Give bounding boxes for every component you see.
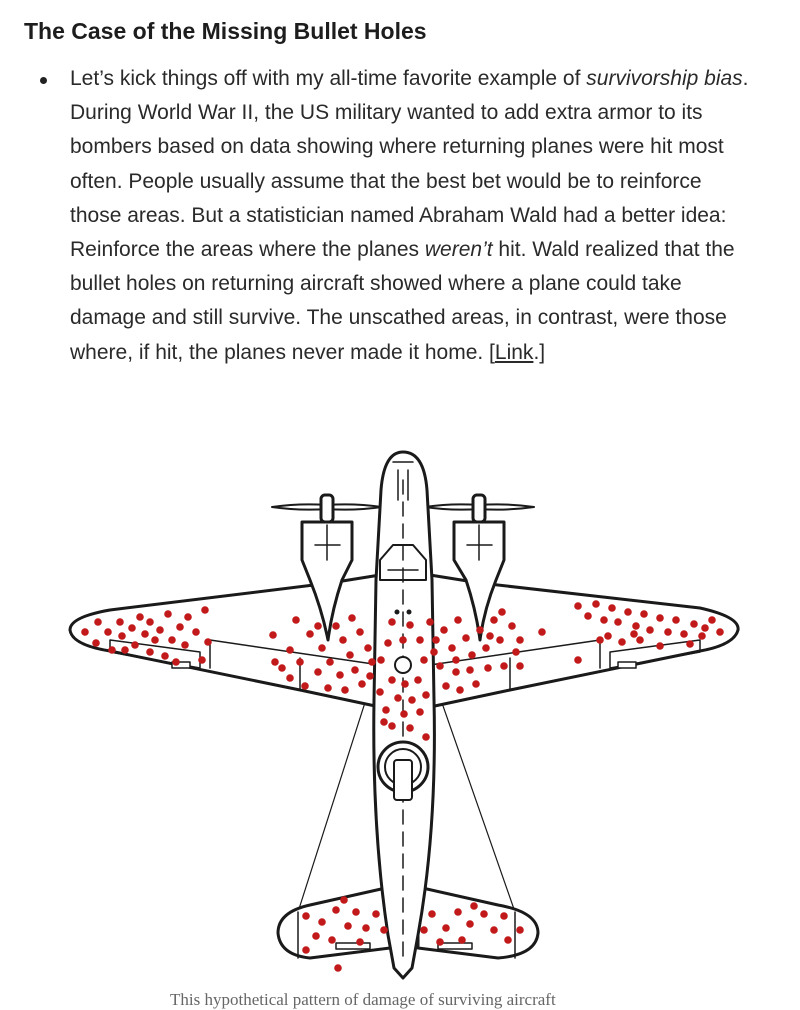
survivorship-bias-term: survivorship bias (586, 67, 743, 90)
para-text-2: . During World War II, the US military wanted to add extra armor to its bombers based on data showing where returning planes were hit most often. People usually assume that the best bet would be to reinforce those areas. But a statistician named Abraham Wald had a better idea: Reinforce the areas where the planes (70, 67, 749, 262)
figure-caption-clipped (170, 990, 640, 1009)
bomber-damage-diagram (0, 420, 800, 980)
para-text-1: Let’s kick things off with my all-time favorite example of (70, 67, 587, 90)
bullet-list (0, 62, 800, 370)
figure-caption: This hypothetical pattern of damage of surviving aircraft (170, 990, 556, 1009)
page-title: The Case of the Missing Bullet Holes (24, 18, 427, 44)
para-text-4: .] (533, 340, 546, 364)
list-item (0, 62, 800, 370)
werent-emphasis: weren’t (424, 238, 493, 262)
survivorship-paragraph (70, 62, 750, 370)
para-text-3: hit. Wald realized that the bullet holes on returning aircraft showed where a plane could take damage and still survive. The unscathed areas, in contrast, were those where, if hit, the planes never made it home. [ (70, 238, 735, 364)
bullet-icon (40, 77, 47, 84)
source-link[interactable]: Link (494, 340, 534, 364)
